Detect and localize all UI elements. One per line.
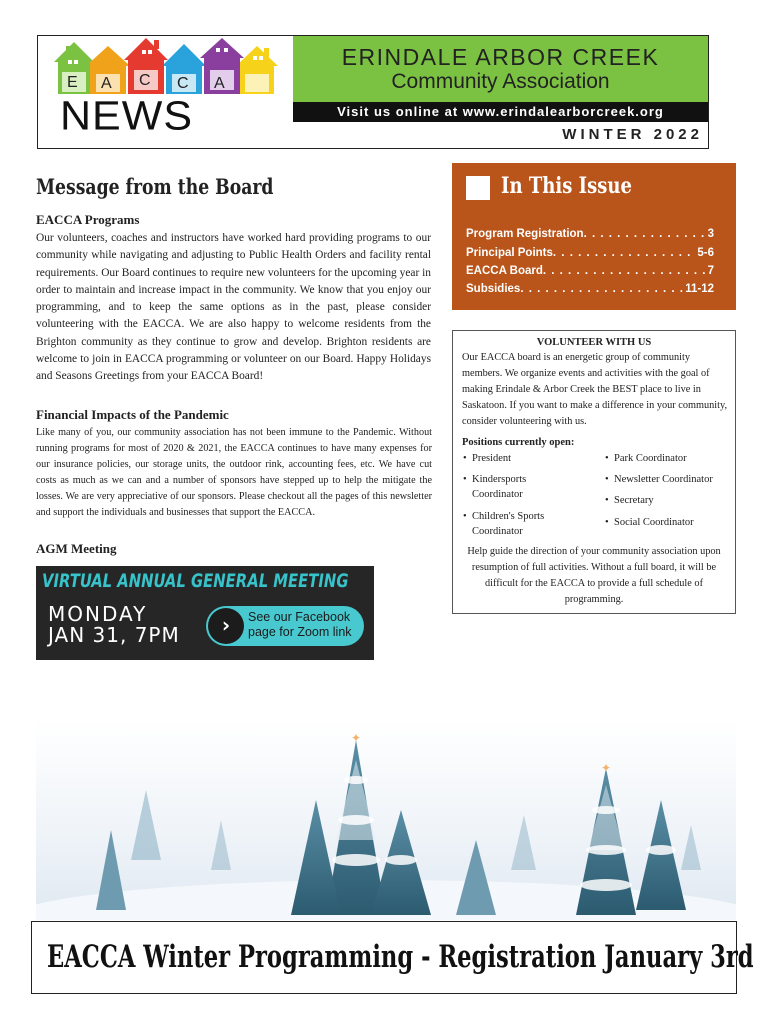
svg-text:✦: ✦ [601,761,612,775]
position-label: Kindersports Coordinator [472,474,527,500]
position-label: Secretary [614,495,654,506]
toc-label: EACCA Board [466,265,543,277]
agm-headline: VIRTUAL ANNUAL GENERAL MEETING [42,570,349,592]
position-item: • President [463,453,512,464]
website-line[interactable]: Visit us online at www.erindalearborcreek.org [337,104,664,119]
square-bullet-icon [466,176,490,200]
toc-item[interactable] [466,247,714,259]
positions-heading: Positions currently open: [462,437,575,448]
financial-paragraph: Like many of you, our community association has not been immune to the Pandemic. Without running programs for most of 2020 & 2021, the EACCA continues to have many expenses for our insurance policies, our storage units, the outdoor rink, accounting fees, etc. We have cut costs as much as we can and a number of sponsors have stepped up to help the mitigate the losses. We are very appreciative of our sponsors. Please checkout all the pages of this newsletter and support the individuals and businesses that support the EACCA. [36,427,432,518]
logo-letter-c2: C [177,75,189,92]
toc-label: Program Registration [466,228,584,240]
chevron-right-icon[interactable]: › [208,608,244,644]
toc-page: 3 [707,228,714,240]
volunteer-paragraph: Our EACCA board is an energetic group of community members. We organize events and activities with the goal of making Erindale & Arbor Creek the BEST place to live in Saskatoon. If you want to make a difference in your community, consider volunteering with us. [462,352,728,427]
issue-date: WINTER 2022 [562,126,703,143]
toc-leader [584,228,706,240]
toc-label: Subsidies [466,283,521,295]
position-label: Newsletter Coordinator [614,474,713,485]
message-title: Message from the Board [36,174,274,199]
news-wordmark: NEWS [60,93,193,139]
association-name: ERINDALE ARBOR CREEK [341,44,660,70]
volunteer-title: VOLUNTEER WITH US [536,337,652,348]
toc-item[interactable] [466,283,714,295]
toc-item[interactable] [466,265,714,277]
logo-letter-a2: A [214,75,225,92]
in-this-issue-title: In This Issue [501,173,633,199]
position-item: • Newsletter Coordinator [605,474,713,485]
position-item: • Secretary [605,495,654,506]
programs-heading: EACCA Programs [36,212,140,227]
position-item: • Children's Sports Coordinator [463,511,545,537]
toc-leader [543,265,706,277]
facebook-link-text[interactable]: See our Facebook page for Zoom link [248,610,352,639]
toc-page: 11-12 [685,283,714,295]
position-label: President [472,453,512,464]
winter-tree-illustration [36,720,736,920]
position-item: • Kindersports Coordinator [463,474,527,500]
association-subtitle: Community Association [391,70,610,93]
programs-paragraph: Our volunteers, coaches and instructors have worked hard providing programs to our community while navigating and adjusting to Public Health Orders and facility rental requirements. Our Board continues to require new volunteers for the upcoming year in order to maintain and increase impact in the community. We know that you enjoy our programming, and to keep the same options as in the past, please consider volunteering with the EACCA. We are also happy to welcome residents from the Brighton community as they continue to grow and develop. Brighton residents are welcome to join in EACCA programming or volunteer on our Board. Happy Holidays and Seasons Greetings from your EACCA Board! [36,232,431,383]
position-label: Social Coordinator [614,517,694,528]
agm-time: JAN 31, 7PM [48,623,180,647]
logo-letter-a: A [101,75,112,92]
position-item: • Park Coordinator [605,453,687,464]
toc-page: 7 [707,265,714,277]
toc-leader [520,283,683,295]
registration-banner-text: EACCA Winter Programming - Registration January 3rd [47,939,754,975]
toc-page: 5-6 [697,247,714,259]
position-label: Park Coordinator [614,453,687,464]
svg-text:✦: ✦ [351,731,362,745]
agm-day: MONDAY [48,602,148,626]
toc-item[interactable] [466,228,714,240]
logo-letter-e: E [67,74,78,91]
position-label: Children's Sports Coordinator [472,511,545,537]
financial-heading: Financial Impacts of the Pandemic [36,407,229,422]
volunteer-footer: Help guide the direction of your community association upon resumption of full activities. Without a full board, it will be difficult for the EACCA to provide a full schedule of programming. [467,546,721,605]
position-item: • Social Coordinator [605,517,694,528]
toc-label: Principal Points [466,247,553,259]
agm-heading: AGM Meeting [36,541,117,556]
toc-leader [553,247,695,259]
logo-letter-c1: C [139,72,151,89]
